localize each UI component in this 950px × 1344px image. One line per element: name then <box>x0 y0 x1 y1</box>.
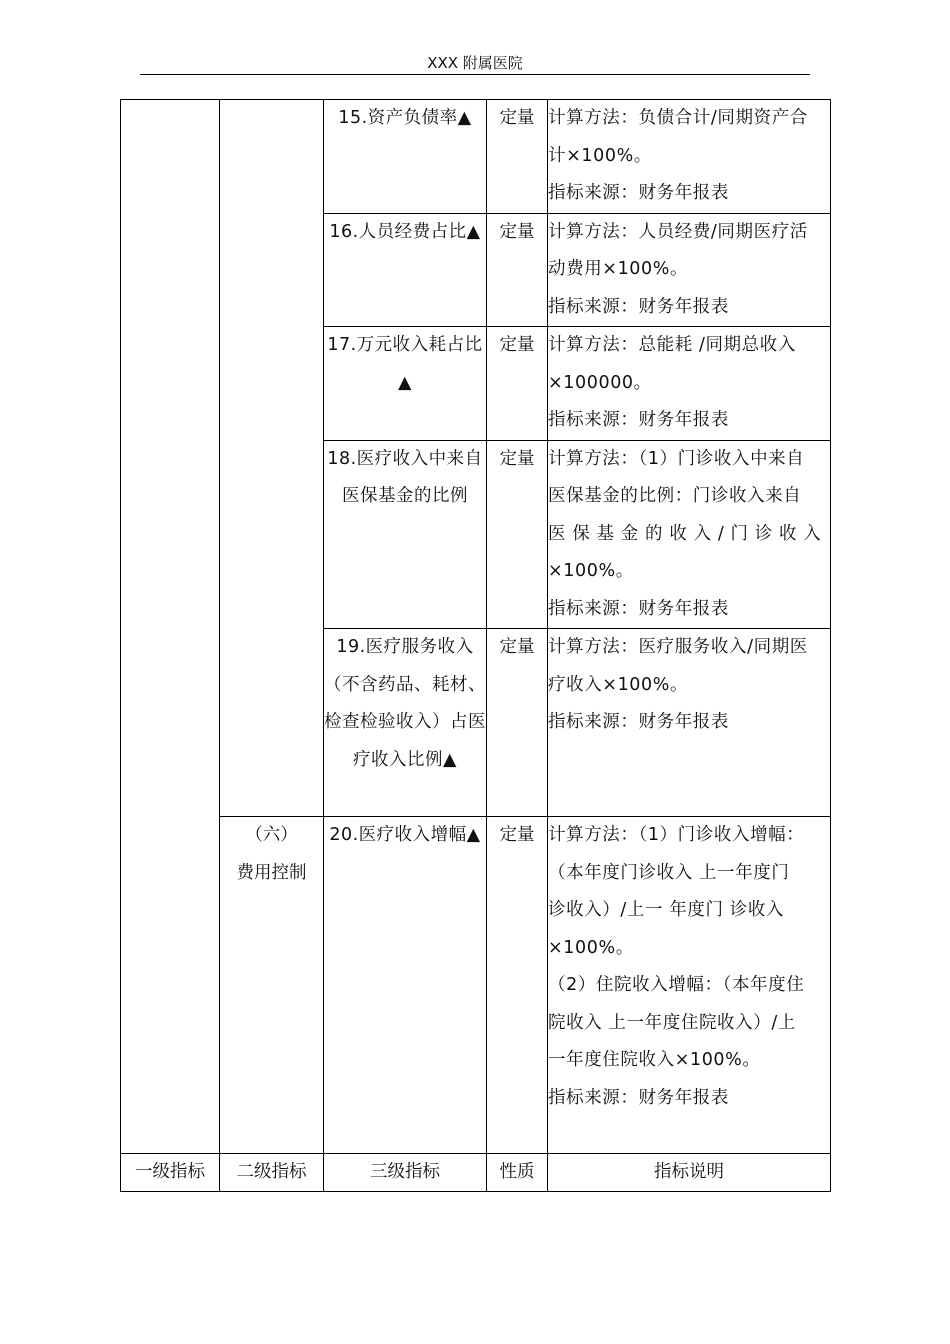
description-line: 计算方法：总能耗 /同期总收入 <box>548 335 796 355</box>
description-line: （2）住院收入增幅：（本年度住 <box>548 975 805 995</box>
nature-cell: 定量 <box>487 440 548 629</box>
description-cell <box>548 440 831 629</box>
page-header-title: XXX 附属医院 <box>427 54 523 72</box>
description-line: 计算方法：医疗服务收入/同期医 <box>548 637 808 657</box>
level3-indicator: 15.资产负债率▲ <box>324 100 487 214</box>
description-cell <box>548 629 831 817</box>
level3-indicator: 16.人员经费占比▲ <box>324 213 487 327</box>
description-line: 计算方法：（1）门诊收入中来自 <box>548 448 805 469</box>
description-line: 指标来源：财务年报表 <box>548 598 729 619</box>
table-row <box>121 817 831 1154</box>
description-line: 医 保 基 金 的 收 入 / 门 诊 收 入 <box>548 523 822 544</box>
level3-indicator: 18.医疗收入中来自医保基金的比例 <box>324 440 487 629</box>
nature-cell: 定量 <box>487 629 548 817</box>
level2-indicator <box>220 817 324 1154</box>
level2-number: （六） <box>245 825 298 845</box>
level3-indicator: 17.万元收入耗占比▲ <box>324 327 487 441</box>
nature-cell: 定量 <box>487 100 548 214</box>
description-line: ×100%。 <box>548 937 634 958</box>
description-line: 动费用×100%。 <box>548 259 689 279</box>
description-line: 医保基金的比例：门诊收入来自 <box>548 486 802 506</box>
description-line: （本年度门诊收入 上一年度门 <box>548 862 790 883</box>
column-header-description: 指标说明 <box>548 1154 831 1192</box>
level2-cell <box>220 100 324 817</box>
description-line: 指标来源：财务年报表 <box>548 1087 729 1108</box>
column-header-level1: 一级指标 <box>121 1154 220 1192</box>
level2-label: 费用控制 <box>236 862 307 883</box>
level1-cell <box>121 100 220 1154</box>
nature-cell: 定量 <box>487 327 548 441</box>
description-line: 指标来源：财务年报表 <box>548 712 729 732</box>
description-line: 诊收入）/上一 年度门 诊收入 <box>548 900 785 920</box>
description-line: 一年度住院收入×100%。 <box>548 1050 761 1070</box>
nature-cell: 定量 <box>487 213 548 327</box>
column-header-nature: 性质 <box>487 1154 548 1192</box>
description-line: 院收入 上一年度住院收入）/上 <box>548 1012 796 1033</box>
description-cell <box>548 817 831 1154</box>
description-cell <box>548 327 831 441</box>
description-line: 计算方法：负债合计/同期资产合 <box>548 108 808 128</box>
description-line: ×100%。 <box>548 561 634 581</box>
column-header-level2: 二级指标 <box>220 1154 324 1192</box>
indicator-table <box>120 99 831 1192</box>
table-footer-row <box>121 1154 831 1192</box>
description-line: 疗收入×100%。 <box>548 674 689 695</box>
column-header-level3: 三级指标 <box>324 1154 487 1192</box>
description-line: 指标来源：财务年报表 <box>548 183 729 203</box>
header-divider <box>140 74 810 75</box>
description-cell <box>548 213 831 327</box>
table-row <box>121 100 831 214</box>
description-line: 计算方法：（1）门诊收入增幅： <box>548 825 805 845</box>
nature-cell: 定量 <box>487 817 548 1154</box>
description-line: ×100000。 <box>548 372 652 393</box>
description-line: 计×100%。 <box>548 145 652 166</box>
description-line: 计算方法：人员经费/同期医疗活 <box>548 221 808 242</box>
level3-indicator: 20.医疗收入增幅▲ <box>324 817 487 1154</box>
description-cell <box>548 100 831 214</box>
description-line: 指标来源：财务年报表 <box>548 296 729 317</box>
description-line: 指标来源：财务年报表 <box>548 410 729 430</box>
level3-indicator: 19.医疗服务收入（不含药品、耗材、检查检验收入）占医疗收入比例▲ <box>324 629 487 817</box>
